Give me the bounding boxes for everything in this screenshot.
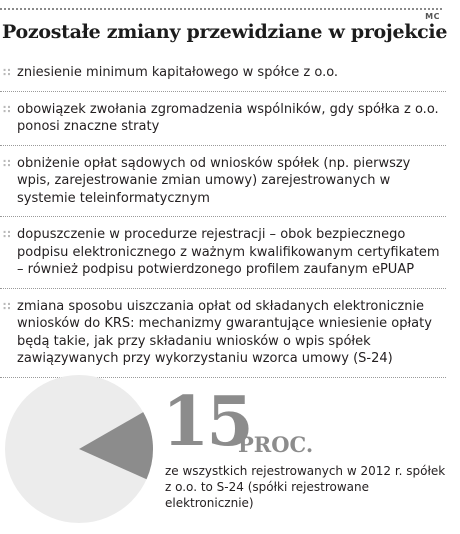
stat-description: ze wszystkich rejestrowanych w 2012 r. spółek z o.o. to S-24 (spółki rejestrowane elektronicznie) [165,464,446,510]
list-item [0,288,446,378]
arrow-bullet-icon: ∷ [3,102,11,116]
arrow-bullet-icon: ∷ [3,299,11,313]
list-item-text: zmiana sposobu uiszczania opłat od składanych elektronicznie wniosków do KRS: mechanizmy gwarantujące wniesienie opłaty będą takie, jak przy składaniu wniosków o wpis spółek zawiązywanych przy wykorzystaniu wzorca umowy (S-24) [17,298,432,366]
list-item-text: zniesienie minimum kapitałowego w spółce z o.o. [17,65,339,80]
list-item-text: obowiązek zwołania zgromadzenia wspólników, gdy spółka z o.o. ponosi znaczne straty [17,101,439,134]
list-item-text: obniżenie opłat sądowych od wniosków spółek (np. pierwszy wpis, zarejestrowanie zmian umowy) zarejestrowanych w systemie teleinformatycznym [17,155,411,206]
arrow-bullet-icon: ∷ [3,228,11,241]
share-pie-chart [4,374,154,524]
page-title: Pozostałe zmiany przewidziane w projekcie [2,21,448,43]
list-item [0,56,446,91]
stat-number: 15 [162,382,251,462]
list-item [0,145,446,217]
list-item-text: dopuszczenie w procedurze rejestracji – obok bezpiecznego podpisu elektronicznego z ważnym kwalifikowanym certyfikatem – również podpisu potwierdzonego profilem zaufanym ePUAP [17,227,440,277]
arrow-bullet-icon: ∷ [3,66,11,79]
list-item [0,91,446,145]
list-item [0,216,446,288]
stat-unit: PROC. [238,432,314,457]
arrow-bullet-icon: ∷ [3,156,11,170]
changes-list [0,56,446,378]
credit-label: MC [425,12,440,21]
top-dotted-rule [0,8,442,10]
